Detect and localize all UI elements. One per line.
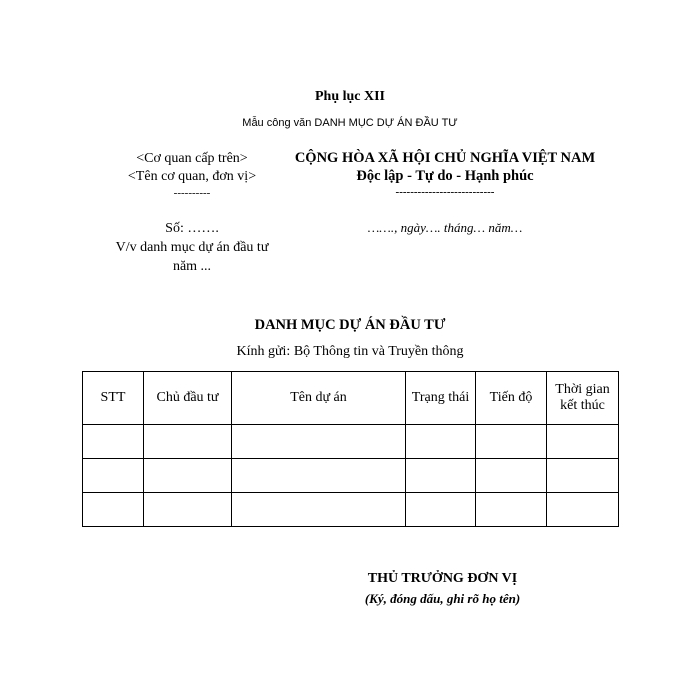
table-row (83, 459, 619, 493)
date-line: ……., ngày…. tháng… năm… (367, 220, 523, 235)
table-cell[interactable] (232, 493, 406, 527)
table-cell[interactable] (476, 493, 547, 527)
header-end-time-line-1: Thời gian (555, 382, 610, 397)
table-row (83, 425, 619, 459)
agency-name-placeholder: <Tên cơ quan, đơn vị> (127, 169, 257, 184)
subject-line-1: V/v danh mục dự án đầu tư (115, 240, 269, 255)
table-cell[interactable] (406, 425, 476, 459)
table-cell[interactable] (144, 459, 232, 493)
header-end-time (547, 372, 619, 425)
appendix-subtitle: Mẫu công văn DANH MỤC DỰ ÁN ĐẦU TƯ (242, 117, 458, 129)
national-title: CỘNG HÒA XÃ HỘI CHỦ NGHĨA VIỆT NAM (294, 150, 596, 166)
table-cell[interactable] (547, 425, 619, 459)
table-cell[interactable] (406, 493, 476, 527)
table-row (83, 493, 619, 527)
parent-agency-placeholder: <Cơ quan cấp trên> (136, 151, 248, 166)
table-cell[interactable] (232, 459, 406, 493)
table-cell[interactable] (547, 493, 619, 527)
national-divider: --------------------------- (395, 186, 495, 198)
project-table (82, 371, 619, 527)
table-cell[interactable] (476, 425, 547, 459)
national-motto: Độc lập - Tự do - Hạnh phúc (356, 168, 534, 184)
table-cell[interactable] (144, 493, 232, 527)
signer-title: THỦ TRƯỞNG ĐƠN VỊ (367, 571, 518, 586)
header-project-name: Tên dự án (232, 372, 406, 425)
table-cell[interactable] (547, 459, 619, 493)
header-stt: STT (83, 372, 144, 425)
table-header-row (83, 372, 619, 425)
table-cell[interactable] (83, 493, 144, 527)
header-status: Trạng thái (406, 372, 476, 425)
table-cell[interactable] (83, 425, 144, 459)
table-cell[interactable] (83, 459, 144, 493)
table-cell[interactable] (144, 425, 232, 459)
header-end-time-line-2: kết thúc (560, 398, 605, 413)
recipient-line: Kính gửi: Bộ Thông tin và Truyền thông (236, 344, 464, 359)
table-cell[interactable] (476, 459, 547, 493)
signer-note: (Ký, đóng dấu, ghi rõ họ tên) (364, 591, 521, 606)
agency-header (82, 150, 302, 200)
table-cell[interactable] (232, 425, 406, 459)
appendix-title: Phụ lục XII (314, 89, 386, 104)
national-header (270, 149, 620, 199)
document-reference (82, 219, 302, 276)
header-investor: Chủ đầu tư (144, 372, 232, 425)
document-number: Số: ……. (165, 221, 219, 236)
main-title: DANH MỤC DỰ ÁN ĐẦU TƯ (254, 317, 446, 333)
header-progress: Tiến độ (476, 372, 547, 425)
subject-line-2: năm ... (172, 259, 212, 274)
table-cell[interactable] (406, 459, 476, 493)
agency-divider: ---------- (173, 187, 211, 199)
